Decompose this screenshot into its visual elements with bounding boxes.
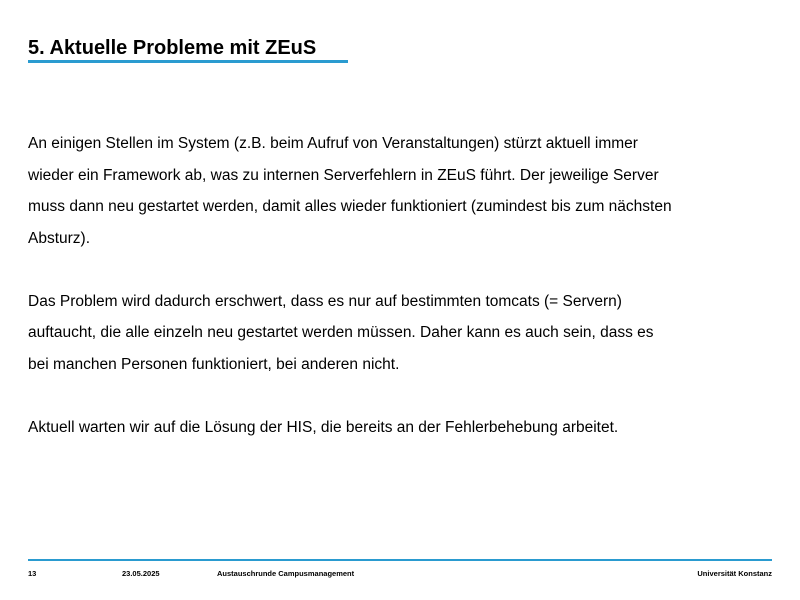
footer-date: 23.05.2025 <box>122 569 160 578</box>
text-line: auftaucht, die alle einzeln neu gestartet werden müssen. Daher kann es auch sein, dass es <box>28 324 654 341</box>
paragraph-1 <box>28 128 778 254</box>
text-line: Aktuell warten wir auf die Lösung der HIS, die bereits an der Fehlerbehebung arbeitet. <box>28 418 619 436</box>
paragraph-2 <box>28 286 778 381</box>
text-line: wieder ein Framework ab, was zu internen Serverfehlern in ZEuS führt. Der jeweilige Server <box>28 166 659 184</box>
footer-page-number: 13 <box>28 569 37 578</box>
footer-event-title: Austauschrunde Campusmanagement <box>217 569 355 578</box>
paragraph-3 <box>28 412 778 444</box>
slide-body <box>28 128 778 475</box>
text-line: muss dann neu gestartet werden, damit alles wieder funktioniert (zumindest bis zum nächsten <box>28 198 672 215</box>
text-line: An einigen Stellen im System (z.B. beim Aufruf von Veranstaltungen) stürzt aktuell immer <box>28 135 638 152</box>
footer-divider <box>28 559 772 561</box>
text-line: Absturz). <box>28 229 91 247</box>
slide-title: 5. Aktuelle Probleme mit ZEuS <box>28 37 317 59</box>
text-line: Das Problem wird dadurch erschwert, dass es nur auf bestimmten tomcats (= Servern) <box>28 292 622 310</box>
title-underline <box>28 60 348 63</box>
text-line: bei manchen Personen funktioniert, bei anderen nicht. <box>28 355 400 373</box>
footer-organization: Universität Konstanz <box>697 569 772 578</box>
